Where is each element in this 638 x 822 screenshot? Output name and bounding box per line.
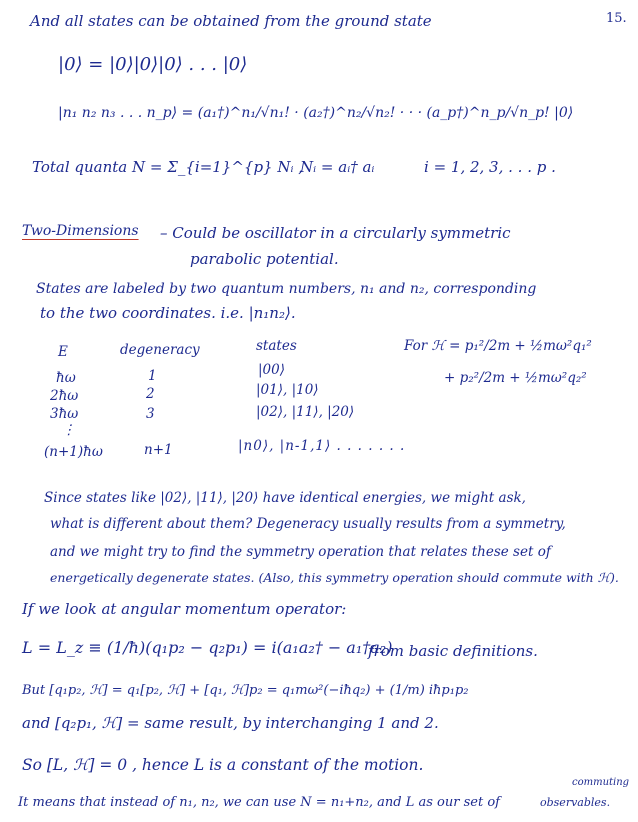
- column-header-states: states: [256, 338, 297, 354]
- ground-state-equation: |0⟩ = |0⟩|0⟩|0⟩ . . . |0⟩: [58, 54, 248, 75]
- table-cell-degeneracy: 2: [146, 386, 155, 402]
- table-cell-states: |00⟩: [258, 362, 285, 378]
- table-cell-states: |02⟩, |11⟩, |20⟩: [256, 404, 355, 420]
- hamiltonian-line-2: + p₂²/2m + ½mω²q₂²: [444, 370, 587, 386]
- hamiltonian-line-1: For ℋ = p₁²/2m + ½mω²q₁²: [404, 338, 592, 354]
- text-line: Since states like |02⟩, |11⟩, |20⟩ have identical energies, we might ask,: [44, 490, 526, 506]
- table-cell-energy: (n+1)ħω: [44, 444, 103, 460]
- column-header-degeneracy: degeneracy: [120, 342, 200, 358]
- commutator-equation: and [q₂p₁, ℋ] = same result, by interchanging 1 and 2.: [22, 714, 439, 732]
- state-definition-equation: |n₁ n₂ n₃ . . . n_p⟩ = (a₁†)^n₁/√n₁! · (a₂†)^n₂/√n₂! · · · (a_p†)^n_p/√n_p! |0⟩: [58, 105, 574, 121]
- equation-note: from basic definitions.: [368, 642, 538, 660]
- text-line: States are labeled by two quantum numbers, n₁ and n₂, corresponding: [36, 281, 537, 297]
- column-header-energy: E: [58, 344, 68, 360]
- total-quanta-equation: Total quanta N = Σ_{i=1}^{p} Nᵢ ,: [32, 158, 304, 176]
- vertical-ellipsis: ⋮: [62, 422, 76, 438]
- text-line: parabolic potential.: [190, 250, 339, 268]
- table-cell-energy: ħω: [56, 370, 76, 386]
- text-line: observables.: [540, 796, 611, 809]
- table-cell-degeneracy: 1: [148, 368, 157, 384]
- commutator-equation: So [L, ℋ] = 0 , hence L is a constant of the motion.: [22, 756, 424, 774]
- annotation-insert: commuting: [572, 777, 630, 788]
- angular-momentum-equation: L = L_z ≡ (1/ħ)(q₁p₂ − q₂p₁) = i(a₁a₂† − a₁†a₂): [22, 638, 393, 657]
- text-line: energetically degenerate states. (Also, this symmetry operation should commute with ℋ).: [50, 570, 619, 585]
- text-line: and we might try to find the symmetry operation that relates these set of: [50, 544, 551, 560]
- text-line: And all states can be obtained from the ground state: [30, 12, 432, 30]
- index-range: i = 1, 2, 3, . . . p .: [424, 158, 556, 176]
- text-line: It means that instead of n₁, n₂, we can use N = n₁+n₂, and L as our set of: [18, 795, 500, 810]
- text-line: to the two coordinates. i.e. |n₁n₂⟩.: [40, 304, 296, 322]
- table-cell-states: |01⟩, |10⟩: [256, 382, 319, 398]
- text-line: If we look at angular momentum operator:: [22, 600, 347, 618]
- commutator-equation: But [q₁p₂, ℋ] = q₁[p₂, ℋ] + [q₁, ℋ]p₂ = q₁mω²(−iħq₂) + (1/m) iħp₁p₂: [22, 683, 469, 698]
- table-cell-energy: 3ħω: [50, 406, 79, 422]
- table-cell-degeneracy: 3: [146, 406, 155, 422]
- text-line: – Could be oscillator in a circularly symmetric: [160, 224, 511, 242]
- number-operator-equation: Nᵢ = aᵢ† aᵢ: [300, 158, 375, 176]
- text-line: what is different about them? Degeneracy usually results from a symmetry,: [50, 516, 566, 532]
- table-cell-states: |n0⟩, |n-1,1⟩ . . . . . . .: [238, 438, 406, 454]
- table-cell-energy: 2ħω: [50, 388, 79, 404]
- page-number: 15.: [606, 11, 627, 26]
- table-cell-degeneracy: n+1: [144, 442, 173, 458]
- section-heading: Two-Dimensions: [22, 223, 139, 239]
